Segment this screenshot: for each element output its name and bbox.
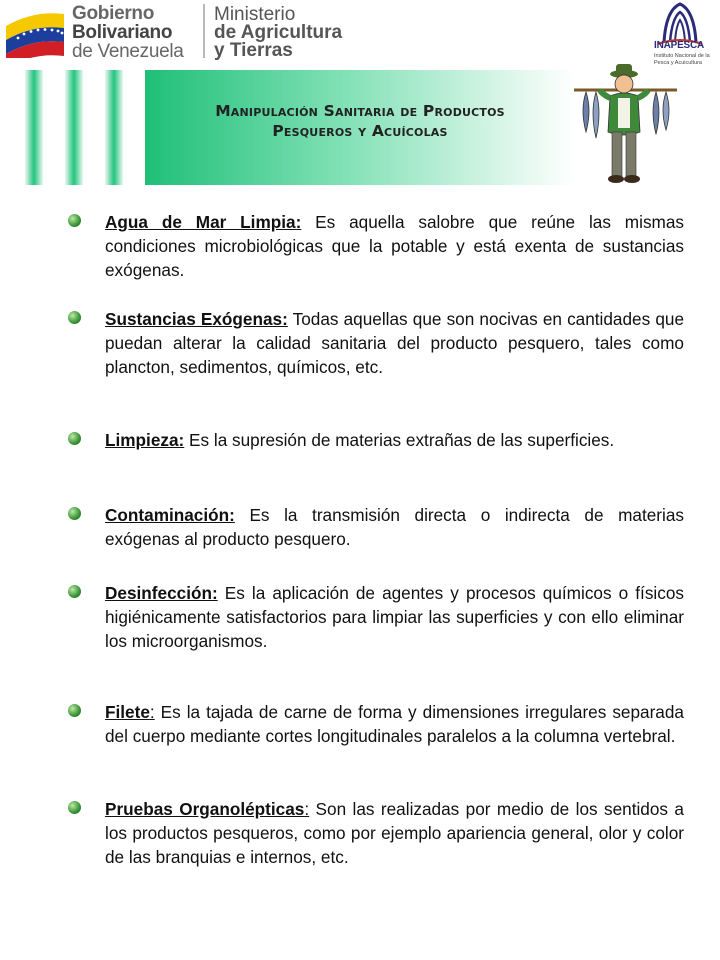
- fisherman-illustration-icon: [572, 60, 712, 188]
- ministry-line-2: de Agricultura: [214, 22, 343, 43]
- definition-text: [105, 797, 684, 869]
- definition-colon: :: [304, 799, 310, 819]
- banner-stripe: [25, 70, 43, 185]
- definition-text: [105, 428, 684, 452]
- bullet-icon: [68, 507, 81, 520]
- institute-name: INAPESCA: [654, 40, 705, 51]
- definition-text: [105, 210, 684, 282]
- definition-colon: :: [149, 702, 155, 722]
- gov-line-2: Bolivariano: [72, 22, 173, 43]
- definition-body: Es aquella salobre que reúne las mismas condiciones microbiológicas que la potable y está exenta de sustancias exógenas.: [105, 212, 685, 280]
- definition-term: Pruebas Organolépticas: [105, 799, 305, 819]
- banner-stripe: [105, 70, 123, 185]
- venezuela-flag-icon: [4, 6, 66, 58]
- title-line-2: Pesqueros y Acuícolas: [272, 122, 448, 140]
- bullet-icon: [68, 214, 81, 227]
- definition-text: [105, 503, 684, 551]
- logo-divider: [203, 4, 205, 58]
- definition-body: Es la aplicación de agentes y procesos químicos o físicos higiénicamente satisfactorios para limpiar las superficies y con ello eliminar los microorganismos.: [105, 583, 684, 651]
- definition-body: Es la supresión de materias extrañas de las superficies.: [184, 430, 615, 450]
- bullet-icon: [68, 704, 81, 717]
- bullet-icon: [68, 801, 81, 814]
- definition-term: Desinfección:: [105, 583, 218, 603]
- definition-text: [105, 700, 684, 748]
- ministry-line-3: y Tierras: [214, 40, 293, 61]
- gov-line-1: Gobierno: [72, 3, 155, 24]
- definition-term: Contaminación:: [105, 505, 235, 525]
- definition-body: Todas aquellas que son nocivas en cantidades que puedan alterar la calidad sanitaria del producto pesquero, tales como plancton, sedimentos, químicos, etc.: [105, 309, 685, 377]
- banner-stripe: [65, 70, 83, 185]
- definition-term: Filete: [105, 702, 150, 722]
- definition-body: Es la transmisión directa o indirecta de materias exógenas al producto pesquero.: [105, 505, 684, 549]
- definition-text: [105, 581, 684, 653]
- title-line-1: Manipulación Sanitaria de Productos: [215, 102, 505, 120]
- page-title: [145, 101, 575, 141]
- government-logo: [0, 0, 560, 64]
- definition-body: Es la tajada de carne de forma y dimensiones irregulares separada del cuerpo mediante cortes longitudinales paralelos a la columna vertebral.: [105, 702, 684, 746]
- definition-term: Limpieza:: [105, 430, 185, 450]
- definition-body: Son las realizadas por medio de los sentidos a los productos pesqueros, como por ejemplo apariencia general, olor y color de las branquias e internos, etc.: [105, 799, 684, 867]
- definition-term: Agua de Mar Limpia:: [105, 212, 302, 232]
- institute-subtitle: Instituto Nacional de la Pesca y Acuicultura: [654, 53, 710, 66]
- definition-text: [105, 307, 684, 379]
- ministry-line-1: Ministerio: [214, 4, 296, 25]
- definition-term: Sustancias Exógenas:: [105, 309, 288, 329]
- bullet-icon: [68, 432, 81, 445]
- bullet-icon: [68, 311, 81, 324]
- bullet-icon: [68, 585, 81, 598]
- ministry-name: [214, 6, 342, 60]
- government-name: [72, 4, 184, 61]
- gov-line-3: de Venezuela: [72, 41, 184, 62]
